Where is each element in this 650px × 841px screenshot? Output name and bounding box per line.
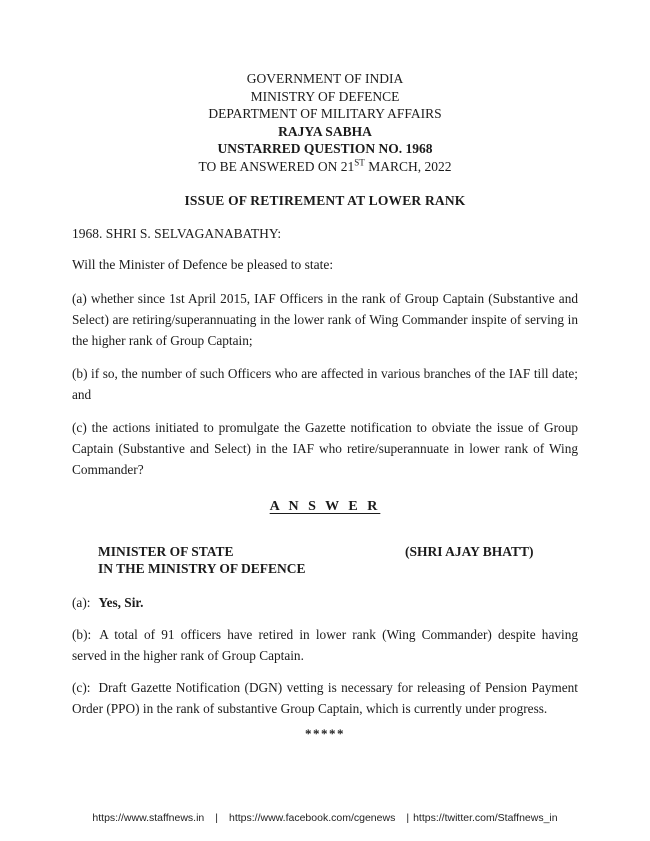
minister-designation-line1: MINISTER OF STATE bbox=[98, 544, 234, 559]
question-part-b: (b) if so, the number of such Officers who are affected in various branches of the IAF till date; and bbox=[72, 366, 578, 402]
document-header bbox=[72, 70, 578, 175]
answer-part-b-label: (b): bbox=[72, 627, 92, 642]
answer-part-c-text: Draft Gazette Notification (DGN) vetting is necessary for releasing of Pension Payment Order (PPO) in the rank of substantive Group Captain, which is currently under progress. bbox=[72, 680, 578, 716]
answer-part-a-label: (a): bbox=[72, 595, 91, 610]
answer-date-suffix: MARCH, 2022 bbox=[364, 158, 452, 174]
header-line-question-no: UNSTARRED QUESTION NO. 1968 bbox=[217, 141, 433, 156]
question-part-a: (a) whether since 1st April 2015, IAF Officers in the rank of Group Captain (Substantive and Select) are retiring/superannuating in the lower rank of Wing Commander inspite of serving in the higher rank of Group Captain; bbox=[72, 291, 578, 348]
header-line-house: RAJYA SABHA bbox=[278, 123, 372, 139]
answer-part-b bbox=[72, 624, 578, 666]
answer-part-b-text: A total of 91 officers have retired in lower rank (Wing Commander) despite having served in the higher rank of Group Captain. bbox=[72, 627, 578, 663]
question-number-and-member: 1968. SHRI S. SELVAGANABATHY: bbox=[72, 226, 282, 241]
answer-part-a-text: Yes, Sir. bbox=[98, 595, 144, 610]
header-line-ministry: MINISTRY OF DEFENCE bbox=[250, 88, 400, 104]
footer-separator-1: | bbox=[215, 812, 218, 824]
answer-part-a bbox=[72, 592, 578, 613]
answer-part-c-label: (c): bbox=[72, 680, 91, 695]
answer-heading: A N S W E R bbox=[269, 499, 381, 514]
footer bbox=[0, 812, 650, 824]
minister-name: (SHRI AJAY BHATT) bbox=[405, 544, 534, 559]
header-line-answer-date bbox=[72, 158, 578, 176]
footer-link-staffnews[interactable]: https://www.staffnews.in bbox=[92, 812, 205, 824]
footer-link-twitter[interactable]: https://twitter.com/Staffnews_in bbox=[413, 812, 558, 824]
footer-separator-2: | bbox=[406, 812, 410, 824]
header-line-government: GOVERNMENT OF INDIA bbox=[246, 71, 404, 86]
minister-block bbox=[72, 544, 578, 577]
footer-link-facebook[interactable]: https://www.facebook.com/cgenews bbox=[228, 812, 396, 824]
answer-date-prefix: TO BE ANSWERED ON 21 bbox=[198, 158, 355, 174]
question-intro: Will the Minister of Defence be pleased to state: bbox=[72, 257, 334, 272]
question-title: ISSUE OF RETIREMENT AT LOWER RANK bbox=[184, 193, 466, 208]
answer-date-superscript: ST bbox=[354, 157, 365, 167]
end-asterisks: ***** bbox=[305, 726, 345, 741]
answer-part-c bbox=[72, 677, 578, 719]
question-part-c: (c) the actions initiated to promulgate the Gazette notification to obviate the issue of Group Captain (Substantive and Select) in the IAF who retire/superannuate in lower rank of Wing Commander? bbox=[72, 420, 578, 477]
header-line-department: DEPARTMENT OF MILITARY AFFAIRS bbox=[208, 106, 442, 121]
minister-designation-line2: IN THE MINISTRY OF DEFENCE bbox=[98, 560, 306, 576]
